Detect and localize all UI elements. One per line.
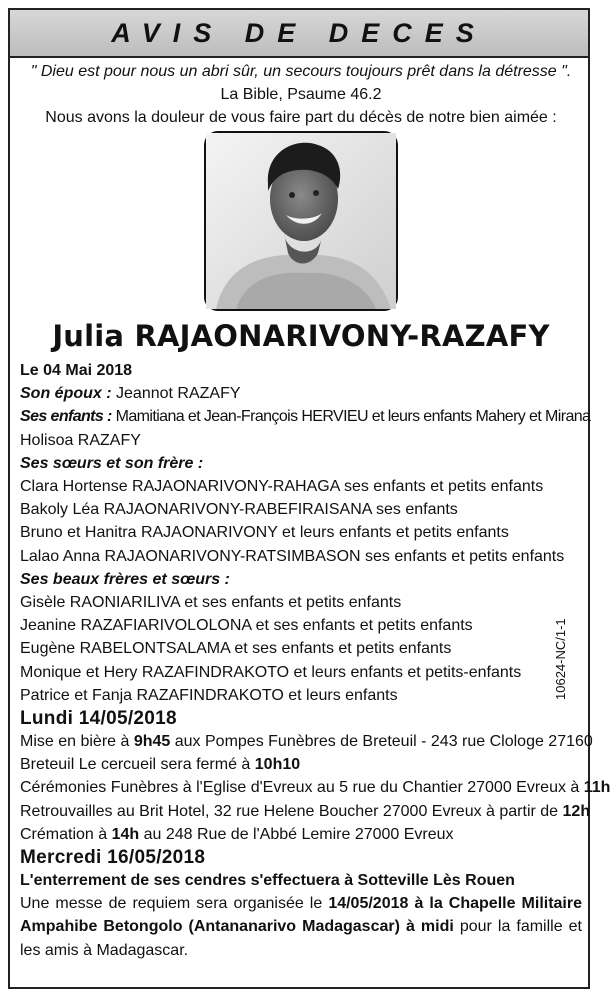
text: aux Pompes Funèbres de Breteuil - 243 rue Clologe 27160 [170, 733, 593, 751]
inlaw-item: Gisèle RAONIARILIVA et ses enfants et petits enfants [20, 594, 402, 612]
children-line [20, 405, 591, 428]
sibling-item: Bruno et Hanitra RAJAONARIVONY et leurs enfants et petits enfants [20, 524, 509, 542]
monday-line-3 [20, 776, 610, 799]
death-date: Le 04 Mai 2018 [20, 362, 133, 379]
wednesday-line-1: L'enterrement de ses cendres s'effectuera à Sotteville Lès Rouen [20, 872, 515, 890]
time: 9h45 [133, 733, 171, 751]
text: au 248 Rue de l'Abbé Lemire 27000 Evreux [139, 825, 454, 843]
portrait-image [206, 133, 396, 309]
spouse-label: Son époux : [20, 385, 112, 403]
wednesday-paragraph [20, 892, 582, 962]
inlaw-item: Patrice et Fanja RAZAFINDRAKOTO et leurs enfants [20, 686, 398, 704]
text: Cérémonies Funèbres à l'Eglise d'Evreux au 5 rue du Chantier 27000 Evreux à [20, 779, 584, 797]
wednesday-heading: Mercredi 16/05/2018 [20, 847, 206, 869]
spouse-name: Jeannot RAZAFY [116, 385, 241, 403]
portrait-photo [204, 131, 398, 311]
time: 10h10 [254, 756, 301, 774]
text: Mise en bière à [20, 733, 134, 751]
time: 11h [583, 779, 610, 797]
notice-body [20, 60, 610, 962]
sibling-item: Bakoly Léa RAJAONARIVONY-RABEFIRAISANA ses enfants [20, 501, 458, 519]
inlaw-item: Jeanine RAZAFIARIVOLOLONA et ses enfants et petits enfants [20, 617, 473, 635]
time: 14h [111, 825, 140, 843]
text: Crémation à [20, 825, 112, 843]
text: Retrouvailles au Brit Hotel, 32 rue Helene Boucher 27000 Evreux à partir de [20, 802, 563, 820]
sibling-item: Clara Hortense RAJAONARIVONY-RAHAGA ses enfants et petits enfants [20, 478, 544, 496]
deceased-name: Julia RAJAONARIVONY-RAZAFY [52, 319, 550, 353]
text: Une messe de requiem sera organisée le [20, 895, 329, 913]
inlaws-label: Ses beaux frères et sœurs : [20, 570, 230, 588]
bible-quote: " Dieu est pour nous un abri sûr, un secours toujours prêt dans la détresse ". [30, 63, 572, 80]
monday-line-1 [20, 730, 593, 753]
monday-line-2 [20, 753, 582, 776]
quote-source: La Bible, Psaume 46.2 [220, 86, 382, 103]
children-label: Ses enfants : [20, 408, 112, 426]
spouse-line [20, 382, 582, 405]
banner [10, 10, 588, 58]
siblings-label: Ses sœurs et son frère : [20, 454, 204, 472]
children-line-2: Holisoa RAZAFY [20, 431, 141, 449]
sibling-item: Lalao Anna RAJAONARIVONY-RATSIMBASON ses enfants et petits enfants [20, 547, 565, 565]
inlaw-item: Eugène RABELONTSALAMA et ses enfants et petits enfants [20, 640, 452, 658]
monday-line-5 [20, 823, 582, 846]
mass-details: 14/05/2018 à la Chapelle Militaire Ampahibe Betongolo (Antananarivo Madagascar) à midi [20, 895, 582, 936]
inlaw-item: Monique et Hery RAZAFINDRAKOTO et leurs enfants et petits-enfants [20, 663, 522, 681]
text: pour la famille et les amis à Madagascar. [20, 918, 582, 959]
time: 12h [562, 802, 591, 820]
text: Breteuil Le cercueil sera fermé à [20, 756, 255, 774]
monday-line-4 [20, 800, 591, 823]
children-names: Mamitiana et Jean-François HERVIEU et leurs enfants Mahery et Mirana [115, 408, 591, 426]
banner-title: AVIS DE DECES [111, 17, 487, 48]
reference-code: 10624-NC/1-1 [553, 618, 568, 700]
intro-text: Nous avons la douleur de vous faire part du décès de notre bien aimée : [45, 109, 557, 126]
monday-heading: Lundi 14/05/2018 [20, 708, 177, 730]
